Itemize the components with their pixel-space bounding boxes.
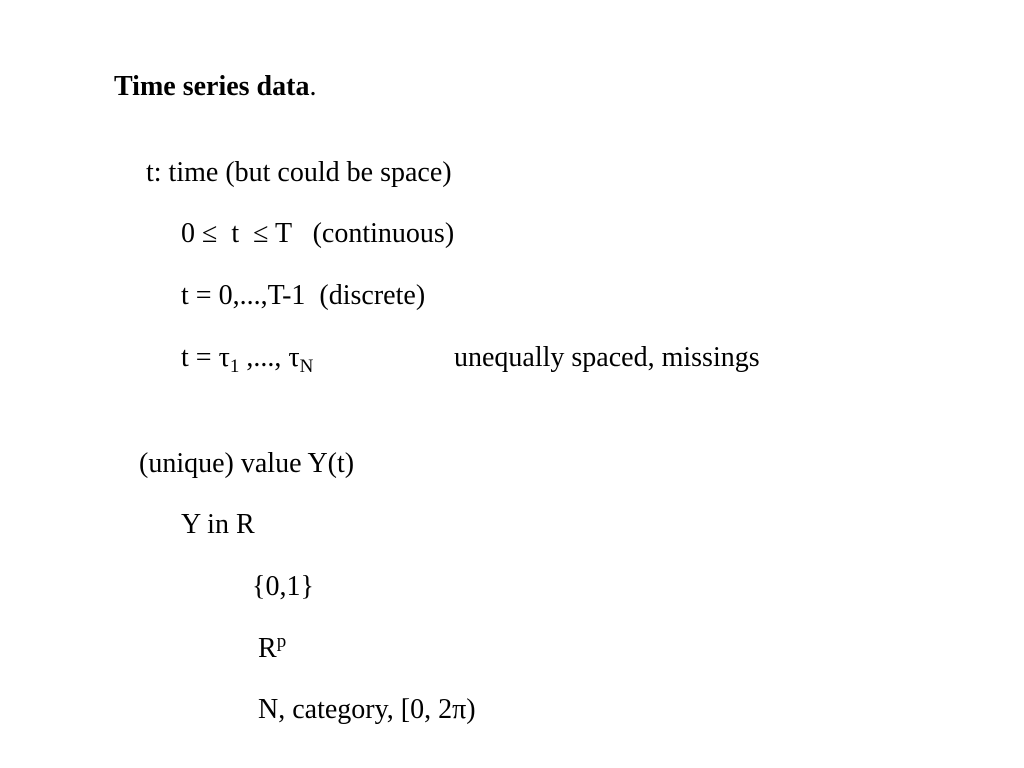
time-unequal-note: unequally spaced, missings (454, 342, 760, 373)
value-other: N, category, [0, 2π) (258, 694, 476, 725)
time-unequal-formula (181, 341, 313, 375)
value-binary: {0,1} (252, 571, 314, 602)
time-unequal-prefix: t = τ (181, 342, 230, 373)
time-discrete: t = 0,...,T-1 (discrete) (181, 280, 426, 311)
value-vector (258, 632, 286, 666)
value-real: Y in R (181, 509, 255, 540)
time-heading: t: time (but could be space) (146, 157, 452, 188)
value-vector-sup: p (276, 631, 287, 652)
time-continuous: 0 ≤ t ≤ T (continuous) (181, 218, 455, 249)
time-unequal-sub-1: 1 (229, 356, 240, 377)
slide-title-period: . (309, 71, 317, 102)
slide-title-bold: Time series data (114, 71, 310, 102)
time-unequal-sub-n: N (299, 356, 314, 377)
value-vector-base: R (258, 633, 277, 664)
value-heading: (unique) value Y(t) (139, 448, 355, 479)
time-unequal-middle: ,..., τ (239, 342, 300, 373)
slide-title (114, 70, 316, 104)
